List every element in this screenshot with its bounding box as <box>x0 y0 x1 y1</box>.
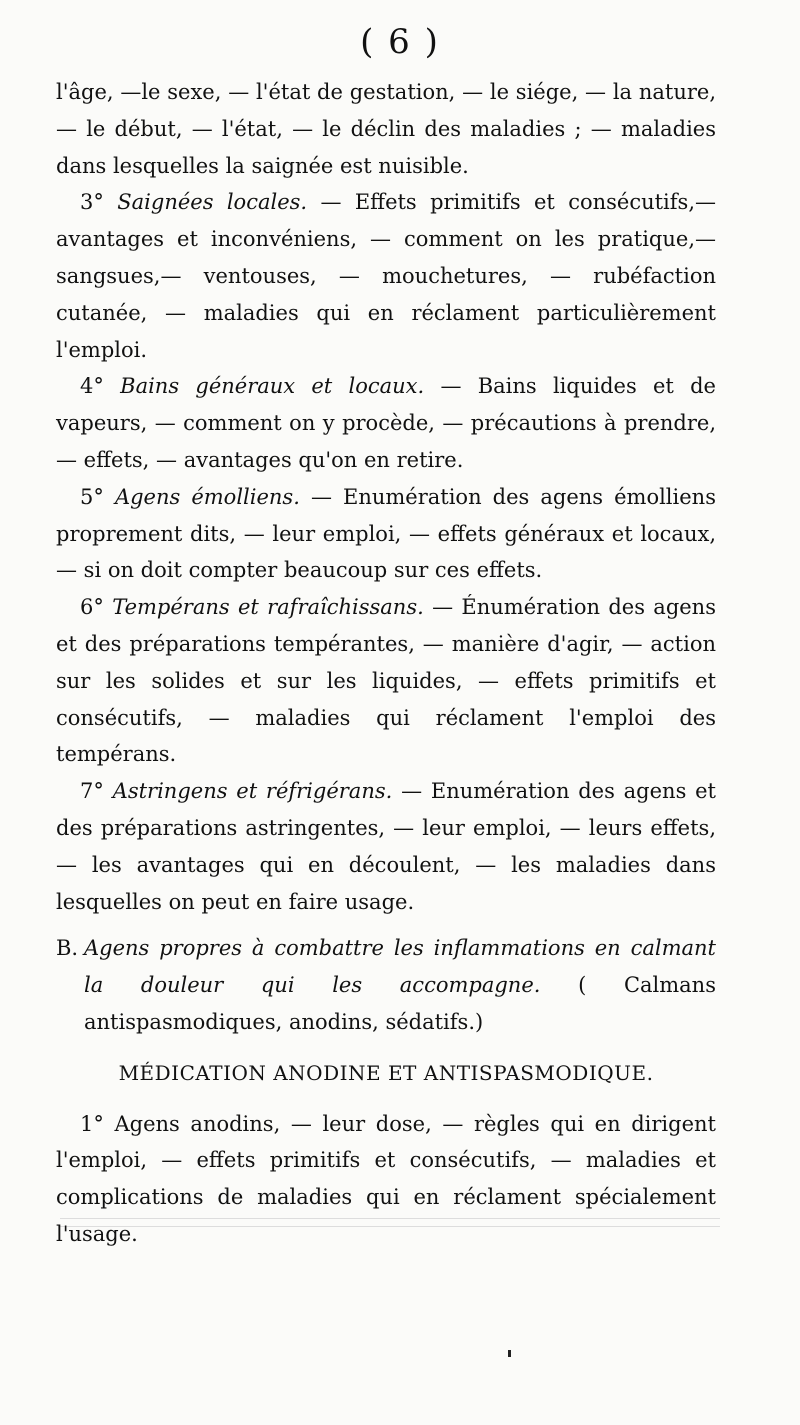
page-number: ( 6 ) <box>360 22 440 62</box>
ink-speck <box>508 1350 511 1357</box>
item-number: 6° <box>80 595 104 620</box>
page-body <box>56 74 716 1253</box>
section-label: B. <box>56 936 79 961</box>
paragraph-b-agens-propres <box>56 930 716 1040</box>
paragraph-bains <box>56 368 716 478</box>
item-text: — Effets primitifs et consécutifs,—avantages et inconvéniens, — comment on les pratique,—sangsues,— ventouses, — mouchetures, — rubéfaction cutanée, — maladies qui en réclament particulièrement l'emploi. <box>56 190 716 362</box>
paragraph-saignees-locales <box>56 184 716 368</box>
item-text: — Enumération des agens émolliens proprement dits, — leur emploi, — effets généraux et locaux, — si on doit compter beaucoup sur ces effets. <box>56 484 716 583</box>
item-number: 5° <box>80 484 104 509</box>
item-title: Saignées locales. <box>117 190 308 215</box>
paragraph-agens-emolliens <box>56 479 716 589</box>
item-text: — Bains liquides et de vapeurs, — comment on y procède, — précautions à prendre, — effets, — avantages qu'on en retire. <box>56 374 716 472</box>
section-text: ( Calmans antispasmodiques, anodins, sédatifs.) <box>84 973 716 1034</box>
item-number: 7° <box>80 779 104 804</box>
paragraph-agens-anodins <box>56 1106 716 1253</box>
paragraph-1: l'âge, —le sexe, — l'état de gestation, — le siége, — la nature,— le début, — l'état, — le déclin des maladies ; — maladies dans lesquelles la saignée est nuisible. <box>56 80 716 178</box>
item-title: Astringens et réfrigérans. <box>112 779 393 804</box>
item-text: Agens anodins, — leur dose, — règles qui en dirigent l'emploi, — effets primitifs et consécutifs, — maladies et complications de maladies qui en réclament spécialement l'usage. <box>56 1111 716 1246</box>
item-number: 3° <box>80 190 104 215</box>
section-title: Agens propres à combattre les inflammations en calmant la douleur qui les accompagne. <box>84 936 716 998</box>
section-heading: MÉDICATION ANODINE ET ANTISPASMODIQUE. <box>118 1060 654 1085</box>
item-title: Tempérans et rafraîchissans. <box>112 595 424 620</box>
paragraph-temperans <box>56 589 716 773</box>
item-number: 4° <box>80 374 104 399</box>
item-number: 1° <box>80 1111 104 1136</box>
item-title: Agens émolliens. <box>114 484 300 509</box>
item-text: — Enumération des agens et des préparations astringentes, — leur emploi, — leurs effets, — les avantages qui en découlent, — les maladies dans lesquelles on peut en faire usage. <box>56 779 716 914</box>
item-title: Bains généraux et locaux. <box>120 374 425 399</box>
item-text: — Énumération des agens et des préparations tempérantes, — manière d'agir, — action sur les solides et sur les liquides, — effets primitifs et consécutifs, — maladies qui réclament l'emploi des tempérans. <box>56 595 716 767</box>
paragraph-astringens <box>56 773 716 920</box>
